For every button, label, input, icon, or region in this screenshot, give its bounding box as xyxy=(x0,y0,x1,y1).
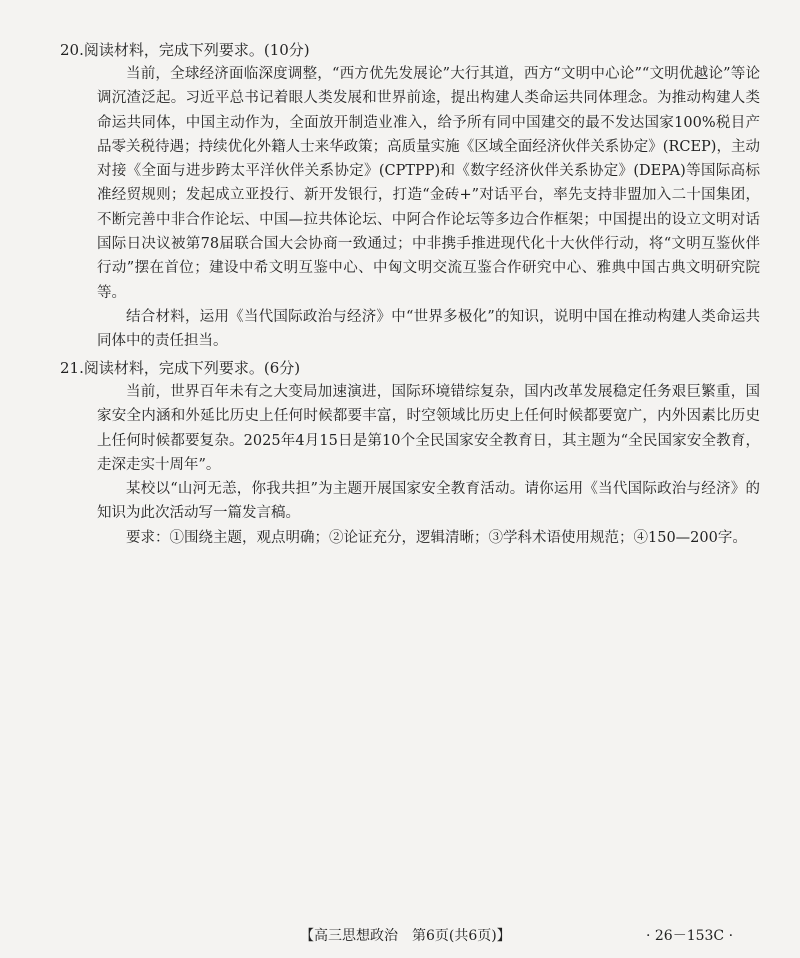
question-21-requirements: 要求：①围绕主题，观点明确；②论证充分，逻辑清晰；③学科术语使用规范；④150—200字。 xyxy=(126,529,747,546)
question-20-prompt: 结合材料，运用《当代国际政治与经济》中“世界多极化”的知识，说明中国在推动构建人类命运共同体中的责任担当。 xyxy=(97,308,760,350)
question-20-material: 当前，全球经济面临深度调整，“西方优先发展论”大行其道，西方“文明中心论”“文明优越论”等论调沉渣泛起。习近平总书记着眼人类发展和世界前途，提出构建人类命运共同体理念。为推动构建人类命运共同体，中国主动作为，全面放开制造业准入，给予所有同中国建交的最不发达国家100%税目产品零关税待遇；持续优化外籍人士来华政策；高质量实施《区域全面经济伙伴关系协定》(RCEP)，主动对接《全面与进步跨太平洋伙伴关系协定》(CPTPP)和《数字经济伙伴关系协定》(DEPA)等国际高标准经贸规则；发起成立亚投行、新开发银行，打造“金砖+”对话平台，率先支持非盟加入二十国集团，不断完善中非合作论坛、中国—拉共体论坛、中阿合作论坛等多边合作框架；中国提出的设立文明对话国际日决议被第78届联合国大会协商一致通过；中非携手推进现代化十大伙伴行动，将“文明互鉴伙伴行动”摆在首位；建设中希文明互鉴中心、中匈文明交流互鉴合作研究中心、雅典中国古典文明研究院等。 xyxy=(97,66,760,301)
question-20-title: 20.阅读材料，完成下列要求。(10分) xyxy=(60,41,310,59)
question-21-task: 某校以“山河无恙，你我共担”为主题开展国家安全教育活动。请你运用《当代国际政治与经济》的知识为此次活动写一篇发言稿。 xyxy=(97,481,760,522)
footer-code: · 26－153C · xyxy=(646,928,734,944)
question-21-title: 21.阅读材料，完成下列要求。(6分) xyxy=(60,359,301,377)
question-21 xyxy=(60,356,760,550)
question-20 xyxy=(60,38,760,354)
question-21-material: 当前，世界百年未有之大变局加速演进，国际环境错综复杂，国内改革发展稳定任务艰巨繁重，国家安全内涵和外延比历史上任何时候都要丰富，时空领域比历史上任何时候都要宽广，内外因素比历史上任何时候都要复杂。2025年4月15日是第10个全民国家安全教育日，其主题为“全民国家安全教育，走深走实十周年”。 xyxy=(97,384,760,473)
footer-subject-page: 【高三思想政治 第6页(共6页)】 xyxy=(300,928,511,944)
